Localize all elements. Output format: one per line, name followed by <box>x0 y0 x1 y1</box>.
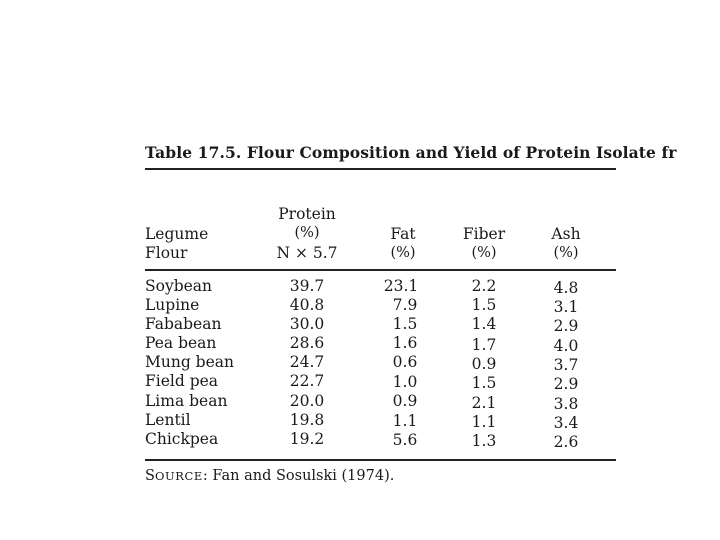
table-top-rule <box>145 168 616 170</box>
row-protein: 40.8 <box>289 296 325 314</box>
row-ash: 4.8 <box>553 279 579 297</box>
row-fat: 1.5 <box>392 315 418 333</box>
row-ash: 3.4 <box>553 414 579 432</box>
row-fat: 7.9 <box>392 296 418 314</box>
row-fat: 5.6 <box>392 431 418 449</box>
row-legume: Field pea <box>145 372 219 390</box>
table-caption: Table 17.5. Flour Composition and Yield of Protein Isolate fr <box>145 143 677 162</box>
row-fat: 0.6 <box>392 353 418 371</box>
row-protein: 22.7 <box>289 372 325 390</box>
row-ash: 2.6 <box>553 433 579 451</box>
row-fiber: 2.2 <box>471 277 497 295</box>
source-citation: : Fan and Sosulski (1974). <box>202 468 395 484</box>
row-fiber: 0.9 <box>471 355 497 373</box>
row-ash: 2.9 <box>553 317 579 335</box>
header-protein-line1: Protein <box>278 205 336 223</box>
row-protein: 20.0 <box>289 392 325 410</box>
row-fat: 1.1 <box>392 412 418 430</box>
row-protein: 30.0 <box>289 315 325 333</box>
row-ash: 4.0 <box>553 337 579 355</box>
row-fiber: 1.7 <box>471 336 497 354</box>
row-fiber: 2.1 <box>471 394 497 412</box>
row-ash: 2.9 <box>553 375 579 393</box>
row-fat: 1.0 <box>392 373 418 391</box>
header-ash-line1: Ash <box>551 225 581 243</box>
row-protein: 24.7 <box>289 353 325 371</box>
row-legume: Lima bean <box>145 392 228 410</box>
row-protein: 39.7 <box>289 277 325 295</box>
row-fiber: 1.1 <box>471 413 497 431</box>
header-fat-line2: (%) <box>390 245 416 261</box>
row-fiber: 1.5 <box>471 296 497 314</box>
header-fiber-line1: Fiber <box>462 225 506 243</box>
table-source-note <box>145 468 394 484</box>
row-ash: 3.8 <box>553 395 579 413</box>
row-fat: 23.1 <box>383 277 419 295</box>
table-header-rule <box>145 269 616 271</box>
row-legume: Pea bean <box>145 334 217 352</box>
header-fat-line1: Fat <box>390 225 416 243</box>
row-legume: Mung bean <box>145 353 235 371</box>
header-legume-line2: Flour <box>145 244 188 262</box>
row-ash: 3.7 <box>553 356 579 374</box>
table-bottom-rule <box>145 459 616 461</box>
row-legume: Lentil <box>145 411 191 429</box>
row-fat: 0.9 <box>392 392 418 410</box>
row-protein: 19.2 <box>289 430 325 448</box>
source-label-rest: OURCE <box>154 469 203 483</box>
row-protein: 19.8 <box>289 411 325 429</box>
header-protein-line3: N × 5.7 <box>276 244 338 262</box>
source-label-initial: S <box>145 468 155 484</box>
row-legume: Lupine <box>145 296 200 314</box>
row-fiber: 1.4 <box>471 315 497 333</box>
header-protein-line2: (%) <box>294 225 320 241</box>
row-fat: 1.6 <box>392 334 418 352</box>
header-legume-line1: Legume <box>145 225 209 243</box>
header-ash-line2: (%) <box>553 245 579 261</box>
row-legume: Soybean <box>145 277 213 295</box>
row-fiber: 1.5 <box>471 374 497 392</box>
row-legume: Chickpea <box>145 430 219 448</box>
row-protein: 28.6 <box>289 334 325 352</box>
row-ash: 3.1 <box>553 298 579 316</box>
header-fiber-line2: (%) <box>471 245 497 261</box>
row-fiber: 1.3 <box>471 432 497 450</box>
row-legume: Fababean <box>145 315 222 333</box>
